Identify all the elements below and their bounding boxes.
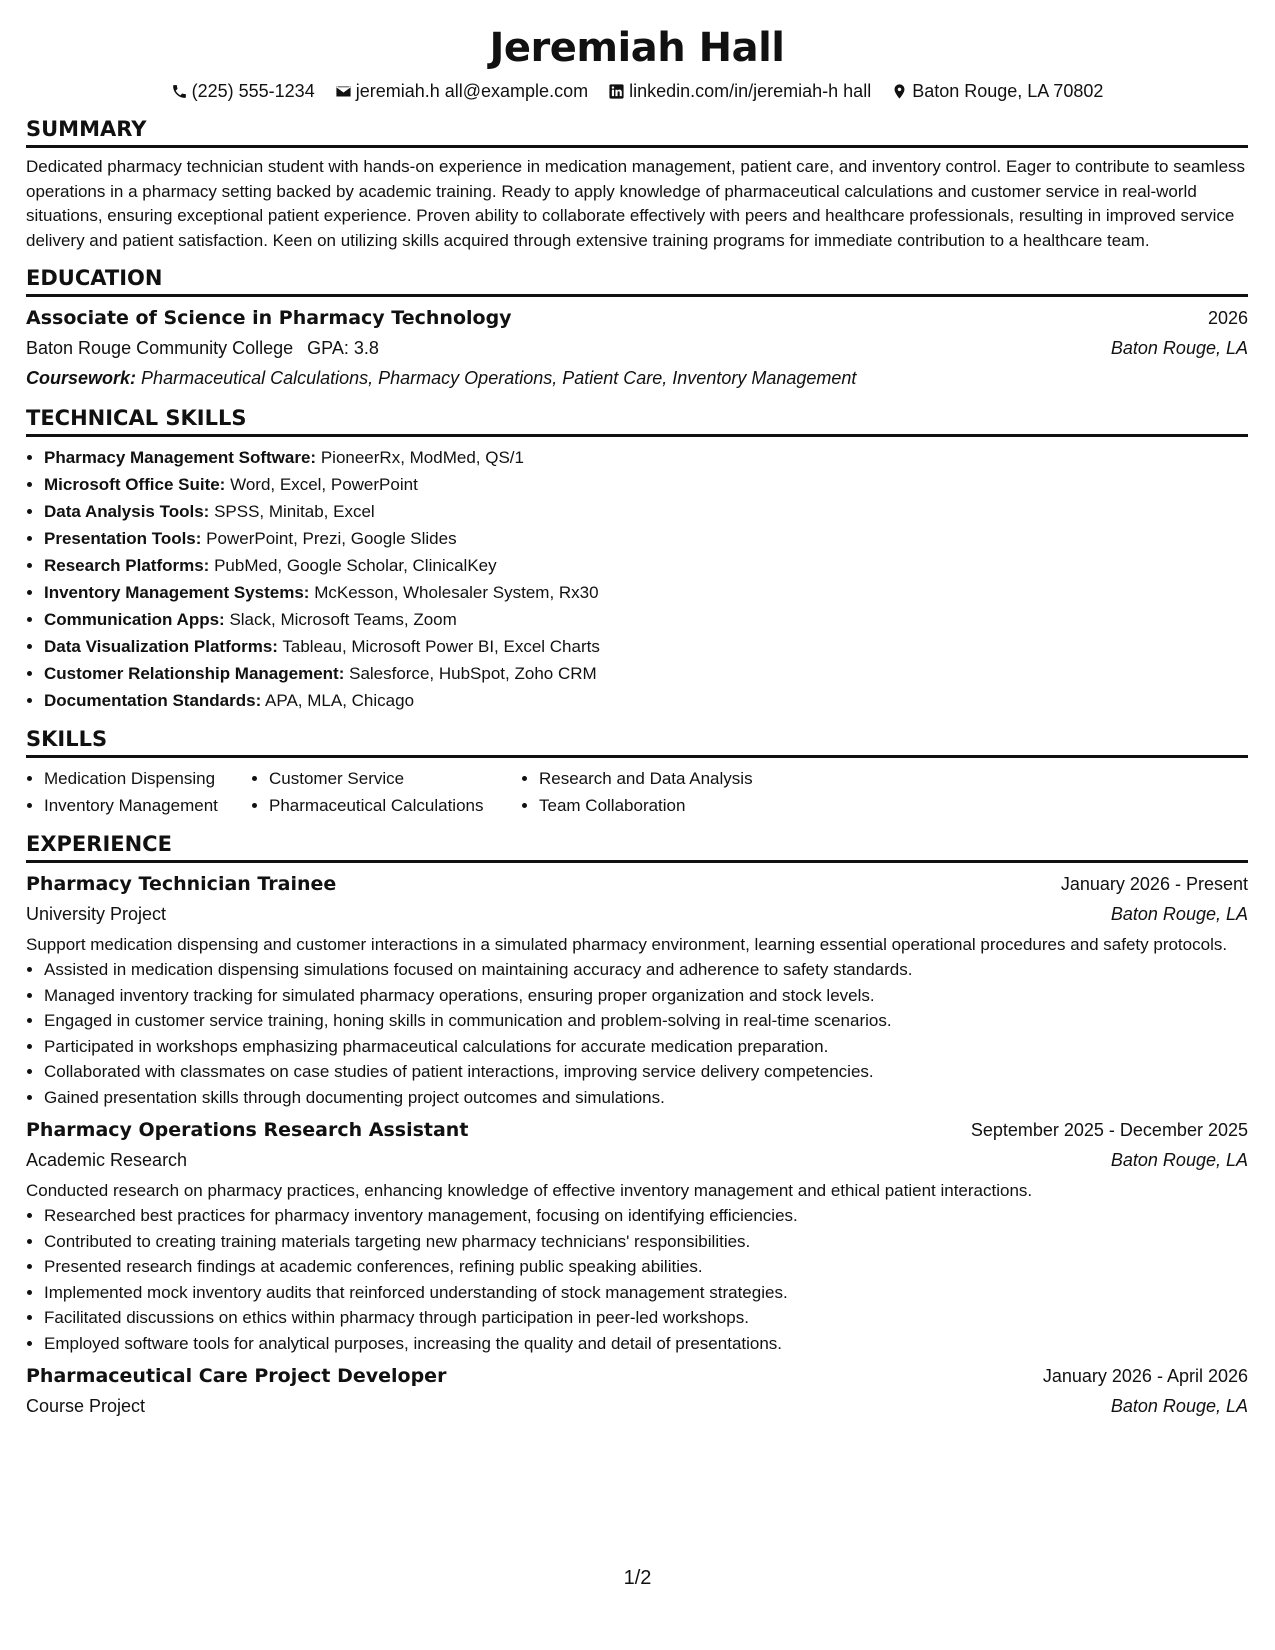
list-item: • Gained presentation skills through documenting project outcomes and simulations. [44, 1085, 1248, 1111]
education-header-row [26, 304, 1248, 333]
graduation-year: 2026 [1207, 308, 1248, 328]
map-pin-icon [891, 83, 908, 100]
list-item [44, 471, 1248, 498]
education-school-row [26, 333, 1248, 363]
list-item [44, 660, 1248, 687]
list-item: • Participated in workshops emphasizing pharmaceutical calculations for accurate medication preparation. [44, 1034, 1248, 1060]
list-item: • Engaged in customer service training, honing skills in communication and problem-solving in real-time scenarios. [44, 1008, 1248, 1034]
skills-grid [26, 765, 1248, 819]
skill-label: Inventory Management Systems: [44, 583, 310, 602]
list-item [44, 579, 1248, 606]
school-location: Baton Rouge, LA [1110, 338, 1248, 358]
job-org: Academic Research [26, 1150, 188, 1170]
list-item: • Researched best practices for pharmacy inventory management, focusing on identifying efficiencies. [44, 1203, 1248, 1229]
job-location: Baton Rouge, LA [1110, 904, 1248, 924]
skills-column-2 [251, 765, 521, 819]
contact-bar [26, 78, 1248, 104]
job-entry [26, 1362, 1248, 1421]
skill-value: Salesforce, HubSpot, Zoho CRM [349, 664, 597, 683]
job-org: Course Project [26, 1396, 146, 1416]
job-title: Pharmaceutical Care Project Developer [26, 1365, 447, 1387]
job-description: Support medication dispensing and customer interactions in a simulated pharmacy environment, learning essential operational procedures and safety protocols. [26, 935, 1228, 954]
coursework [26, 363, 1248, 393]
job-org-row [26, 899, 1248, 929]
job-org: University Project [26, 904, 167, 924]
list-item: • Presented research findings at academic conferences, refining public speaking abilities. [44, 1254, 1248, 1280]
list-item: • Research and Data Analysis [539, 765, 753, 792]
location-text: Baton Rouge, LA 70802 [912, 80, 1104, 101]
skill-label: Research Platforms: [44, 556, 210, 575]
candidate-name: Jeremiah Hall [489, 25, 785, 71]
school-name-wrap [26, 333, 379, 363]
job-bullets [26, 957, 1248, 1110]
skill-label: Presentation Tools: [44, 529, 202, 548]
job-location: Baton Rouge, LA [1110, 1396, 1248, 1416]
job-header-row [26, 1362, 1248, 1391]
job-location: Baton Rouge, LA [1110, 1150, 1248, 1170]
skill-label: Data Analysis Tools: [44, 502, 210, 521]
contact-phone[interactable] [171, 81, 315, 102]
list-item [44, 498, 1248, 525]
job-header-row [26, 870, 1248, 899]
skill-value: APA, MLA, Chicago [265, 691, 415, 710]
envelope-icon [335, 83, 352, 100]
skill-value: PioneerRx, ModMed, QS/1 [320, 448, 524, 467]
list-item [44, 552, 1248, 579]
skill-label: Communication Apps: [44, 610, 225, 629]
job-dates: January 2026 - Present [1060, 874, 1248, 894]
job-bullets [26, 1203, 1248, 1356]
skill-value: PowerPoint, Prezi, Google Slides [206, 529, 457, 548]
contact-email[interactable] [335, 81, 588, 102]
list-item: • Contributed to creating training materials targeting new pharmacy technicians' responsibilities. [44, 1229, 1248, 1255]
resume-content [26, 0, 1248, 1427]
education-section [26, 265, 1248, 393]
job-org-row [26, 1391, 1248, 1421]
skill-label: Customer Relationship Management: [44, 664, 345, 683]
technical-skills-list [26, 444, 1248, 714]
skill-label: Data Visualization Platforms: [44, 637, 278, 656]
skill-value: McKesson, Wholesaler System, Rx30 [314, 583, 599, 602]
job-dates: September 2025 - December 2025 [970, 1120, 1248, 1140]
job-header-row [26, 1116, 1248, 1145]
email-text: jeremiah.h all@example.com [355, 80, 589, 101]
section-title-technical-skills: TECHNICAL SKILLS [26, 405, 1248, 437]
list-item: • Medication Dispensing [44, 765, 251, 792]
list-item [44, 525, 1248, 552]
degree-title: Associate of Science in Pharmacy Technology [26, 307, 512, 329]
list-item [44, 633, 1248, 660]
skills-column-3 [521, 765, 753, 819]
school-name: Baton Rouge Community College [26, 338, 294, 358]
linkedin-text: linkedin.com/in/jeremiah-h hall [629, 80, 872, 101]
phone-text: (225) 555-1234 [191, 80, 315, 101]
contact-location [891, 81, 1103, 102]
skill-label: Pharmacy Management Software: [44, 448, 317, 467]
summary-text: Dedicated pharmacy technician student with hands-on experience in medication management, patient care, and inventory control. Eager to contribute to seamless operations in a pharmacy setting backed by academic training. Ready to apply knowledge of pharmaceutical calculations and customer service in real-world situations, ensuring exceptional patient experience. Proven ability to collaborate effectively with peers and healthcare professionals, resulting in improved service delivery and patient satisfaction. Keen on utilizing skills acquired through extensive training programs for immediate contribution to a healthcare team. [26, 157, 1246, 250]
page-number: 1/2 [623, 1567, 652, 1589]
skills-section [26, 726, 1248, 819]
phone-icon [171, 83, 188, 100]
list-item [44, 687, 1248, 714]
section-title-education: EDUCATION [26, 265, 1248, 297]
job-entry [26, 870, 1248, 1110]
skill-value: SPSS, Minitab, Excel [214, 502, 375, 521]
skill-value: PubMed, Google Scholar, ClinicalKey [214, 556, 497, 575]
list-item [44, 444, 1248, 471]
skills-column-1 [26, 765, 251, 819]
job-title: Pharmacy Operations Research Assistant [26, 1119, 469, 1141]
gpa: GPA: 3.8 [307, 338, 379, 358]
list-item: • Managed inventory tracking for simulated pharmacy operations, ensuring proper organization and stock levels. [44, 983, 1248, 1009]
job-description: Conducted research on pharmacy practices, enhancing knowledge of effective inventory management and ethical patient interactions. [26, 1181, 1033, 1200]
list-item: • Collaborated with classmates on case studies of patient interactions, improving service delivery competencies. [44, 1059, 1248, 1085]
list-item: • Customer Service [269, 765, 521, 792]
coursework-label: Coursework: [26, 368, 137, 388]
list-item: • Team Collaboration [539, 792, 753, 819]
skill-label: Microsoft Office Suite: [44, 475, 226, 494]
list-item: • Facilitated discussions on ethics within pharmacy through participation in peer-led workshops. [44, 1305, 1248, 1331]
list-item: • Inventory Management [44, 792, 251, 819]
skill-value: Word, Excel, PowerPoint [230, 475, 418, 494]
list-item: • Implemented mock inventory audits that reinforced understanding of stock management strategies. [44, 1280, 1248, 1306]
job-dates: January 2026 - April 2026 [1042, 1366, 1248, 1386]
list-item: • Assisted in medication dispensing simulations focused on maintaining accuracy and adherence to safety standards. [44, 957, 1248, 983]
job-entry [26, 1116, 1248, 1356]
contact-linkedin[interactable] [608, 81, 871, 102]
job-org-row [26, 1145, 1248, 1175]
summary-section [26, 116, 1248, 253]
list-item: • Employed software tools for analytical purposes, increasing the quality and detail of presentations. [44, 1331, 1248, 1357]
experience-section [26, 831, 1248, 1421]
linkedin-icon [608, 83, 625, 100]
technical-skills-section [26, 405, 1248, 714]
job-title: Pharmacy Technician Trainee [26, 873, 337, 895]
section-title-skills: SKILLS [26, 726, 1248, 758]
section-title-experience: EXPERIENCE [26, 831, 1248, 863]
skill-value: Tableau, Microsoft Power BI, Excel Charts [282, 637, 600, 656]
coursework-list: Pharmaceutical Calculations, Pharmacy Operations, Patient Care, Inventory Management [141, 368, 857, 388]
skill-label: Documentation Standards: [44, 691, 262, 710]
list-item [44, 606, 1248, 633]
skill-value: Slack, Microsoft Teams, Zoom [229, 610, 457, 629]
list-item: • Pharmaceutical Calculations [269, 792, 521, 819]
section-title-summary: SUMMARY [26, 116, 1248, 148]
